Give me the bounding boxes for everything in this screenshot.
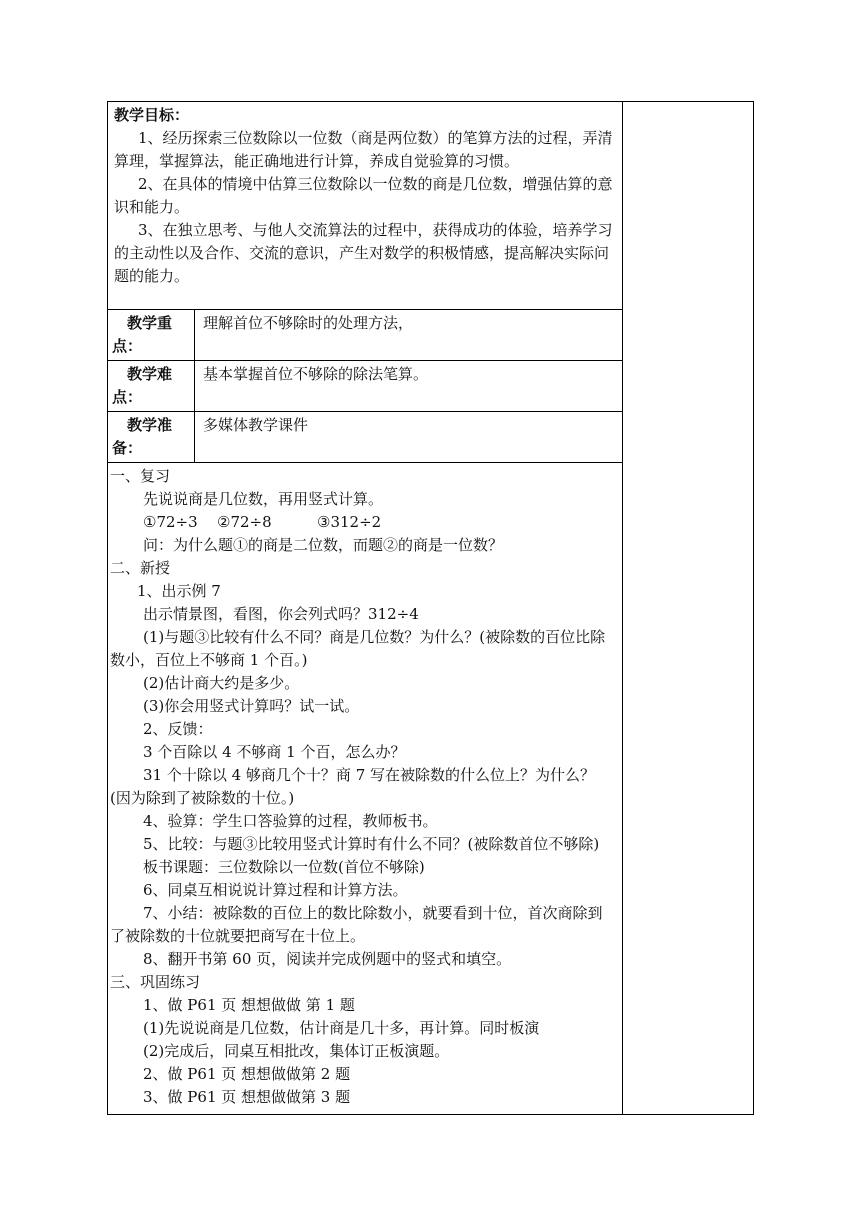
process-cell xyxy=(108,463,623,1115)
exercise-2: ②72÷8 xyxy=(217,513,272,531)
difficulty-row xyxy=(108,361,623,412)
practice-2: 2、做 P61 页 想想做做第 2 题 xyxy=(143,1065,351,1083)
key-point-row xyxy=(108,310,623,361)
practice-title: 三、巩固练习 xyxy=(110,973,201,991)
new-step-3: (1)与题③比较有什么不同？商是几位数？为什么？(被除数的百位比除数小，百位上不够商 1 个百。) xyxy=(110,628,606,669)
goal-item-3: 3、在独立思考、与他人交流算法的过程中，获得成功的体验，培养学习的主动性以及合作、交流的意识，产生对数学的积极情感，提高解决实际问题的能力。 xyxy=(114,221,613,285)
preparation-row xyxy=(108,412,623,463)
practice-1: 1、做 P61 页 想想做做 第 1 题 xyxy=(143,996,355,1014)
new-step-5: (3)你会用竖式计算吗？试一试。 xyxy=(143,697,360,715)
new-step-8: 31 个十除以 4 够商几个十？商 7 写在被除数的什么位上？为什么？(因为除到了被除数的十位。) xyxy=(110,766,596,807)
review-exercises xyxy=(110,511,616,534)
new-step-7: 3 个百除以 4 不够商 1 个百，怎么办？ xyxy=(143,743,406,761)
goals-title: 教学目标： xyxy=(114,106,190,124)
difficulty-label: 教学难点： xyxy=(112,365,173,406)
new-step-12: 6、同桌互相说说计算过程和计算方法。 xyxy=(143,881,408,899)
new-lesson-title: 二、新授 xyxy=(110,559,171,577)
goal-item-1: 1、经历探索三位数除以一位数（商是两位数）的笔算方法的过程，弄清算理，掌握算法，能正确地进行计算，养成自觉验算的习惯。 xyxy=(114,129,613,170)
goal-item-2: 2、在具体的情境中估算三位数除以一位数的商是几位数，增强估算的意识和能力。 xyxy=(114,175,613,216)
key-point-label: 教学重点： xyxy=(112,314,173,355)
notes-column xyxy=(622,102,753,1115)
lesson-plan-table-wrapper xyxy=(107,101,754,1115)
review-line: 先说说商是几位数，再用竖式计算。 xyxy=(143,490,384,508)
review-question: 问：为什么题①的商是二位数，而题②的商是一位数？ xyxy=(143,536,504,554)
exercise-1: ①72÷3 xyxy=(143,513,198,531)
new-step-10: 5、比较：与题③比较用竖式计算时有什么不同？(被除数首位不够除) xyxy=(143,835,600,853)
goals-cell xyxy=(108,102,623,310)
review-title: 一、复习 xyxy=(110,467,171,485)
new-step-4: (2)估计商大约是多少。 xyxy=(143,674,300,692)
exercise-3: ③312÷2 xyxy=(317,513,382,531)
difficulty-value: 基本掌握首位不够除的除法笔算。 xyxy=(203,365,429,383)
new-step-6: 2、反馈： xyxy=(143,720,213,738)
practice-1b: (2)完成后，同桌互相批改，集体订正板演题。 xyxy=(143,1042,450,1060)
new-step-2: 出示情景图，看图，你会列式吗？312÷4 xyxy=(143,605,419,623)
new-step-13: 7、小结：被除数的百位上的数比除数小，就要看到十位，首次商除到了被除数的十位就要把商写在十位上。 xyxy=(110,904,603,945)
new-step-9: 4、验算：学生口答验算的过程，教师板书。 xyxy=(143,812,438,830)
practice-3: 3、做 P61 页 想想做做第 3 题 xyxy=(143,1088,351,1106)
key-point-value: 理解首位不够除时的处理方法， xyxy=(203,314,414,332)
preparation-label: 教学准备： xyxy=(112,416,173,457)
new-step-11: 板书课题：三位数除以一位数(首位不够除) xyxy=(143,858,425,876)
new-step-14: 8、翻开书第 60 页，阅读并完成例题中的竖式和填空。 xyxy=(143,950,512,968)
practice-1a: (1)先说说商是几位数，估计商是几十多，再计算。同时板演 xyxy=(143,1019,540,1037)
lesson-plan-table xyxy=(107,101,754,1115)
new-step-1: 1、出示例 7 xyxy=(137,582,221,600)
preparation-value: 多媒体教学课件 xyxy=(203,416,309,434)
